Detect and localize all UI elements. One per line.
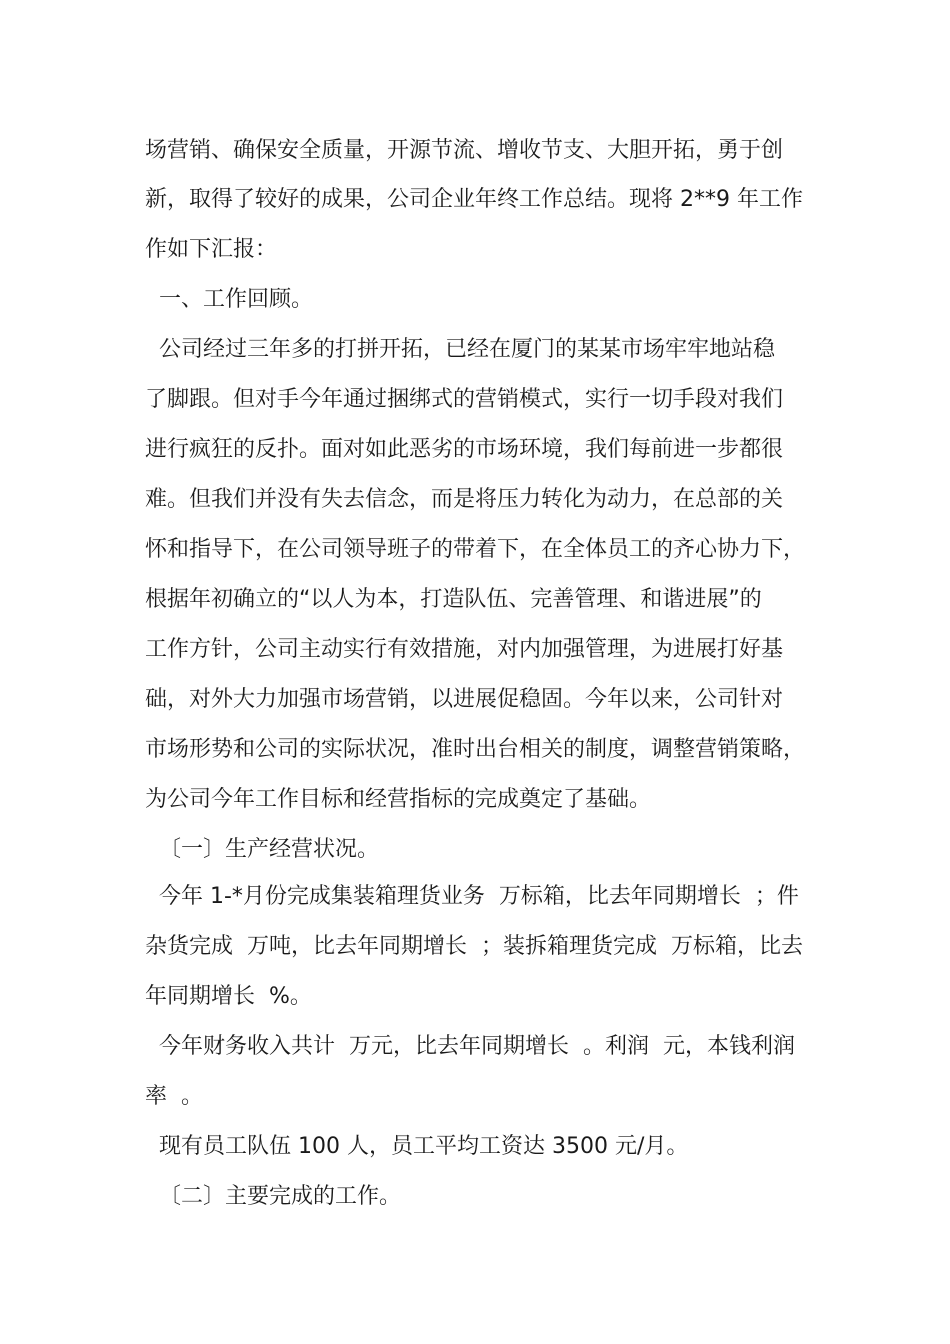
body-text-line: 作如下汇报： [145,237,278,262]
body-text-line: 年同期增长 %。 [145,984,312,1009]
body-text-line: 怀和指导下，在公司领导班子的带着下，在全体员工的齐心协力下， [145,537,806,562]
subsection-heading: 〔一〕生产经营状况。 [145,837,379,862]
body-text-line: 根据年初确立的“以人为本，打造队伍、完善管理、和谐进展”的 [145,587,762,612]
body-text-line: 础，对外大力加强市场营销，以进展促稳固。今年以来，公司针对 [145,687,784,712]
body-text-line: 杂货完成 万吨，比去年同期增长 ；装拆箱理货完成 万标箱，比去 [145,934,803,959]
body-text-line: 为公司今年工作目标和经营指标的完成奠定了基础。 [145,787,652,812]
body-text-line: 场营销、确保安全质量，开源节流、增收节支、大胆开拓，勇于创 [145,138,784,163]
body-text-line: 现有员工队伍 100 人，员工平均工资达 3500 元/月。 [145,1134,689,1159]
body-text-line: 市场形势和公司的实际状况，准时出台相关的制度，调整营销策略， [145,737,806,762]
body-text-line: 进行疯狂的反扑。面对如此恶劣的市场环境，我们每前进一步都很 [145,437,784,462]
body-text-line: 今年财务收入共计 万元，比去年同期增长 。利润 元，本钱利润 [145,1034,795,1059]
section-heading: 一、工作回顾。 [145,287,313,312]
body-text-line: 了脚跟。但对手今年通过捆绑式的营销模式，实行一切手段对我们 [145,387,784,412]
body-text-line: 新，取得了较好的成果，公司企业年终工作总结。现将 2**9 年工作 [145,187,803,212]
body-text-line: 率 。 [145,1084,203,1109]
body-text-line: 工作方针，公司主动实行有效措施，对内加强管理，为进展打好基 [145,637,784,662]
body-text-line: 难。但我们并没有失去信念，而是将压力转化为动力，在总部的关 [145,487,784,512]
body-text-line: 今年 1-*月份完成集装箱理货业务 万标箱，比去年同期增长 ；件 [145,884,799,909]
subsection-heading: 〔二〕主要完成的工作。 [145,1184,401,1209]
body-text-line: 公司经过三年多的打拼开拓，已经在厦门的某某市场牢牢地站稳 [145,337,775,362]
